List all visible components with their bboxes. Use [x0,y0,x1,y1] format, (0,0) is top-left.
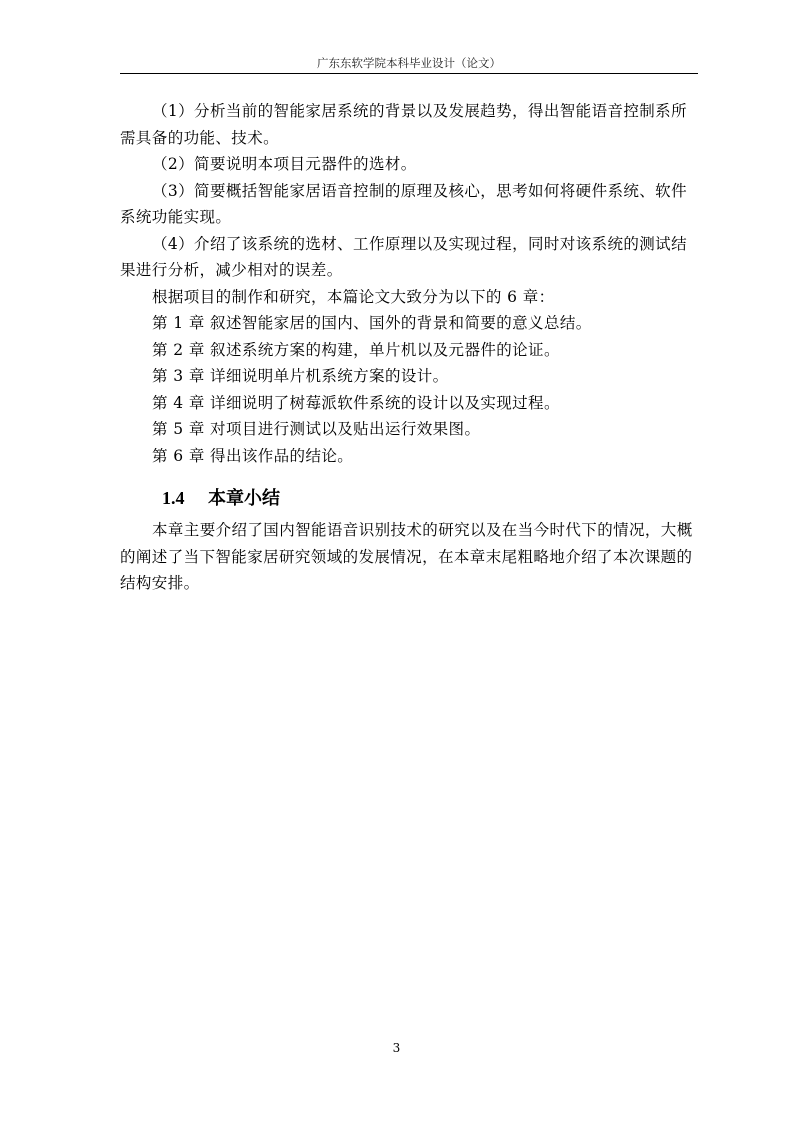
chapter-outline-3: 第 3 章 详细说明单片机系统方案的设计。 [152,367,449,385]
list-item-objective-1: （1）分析当前的智能家居系统的背景以及发展趋势，得出智能语音控制系所需具备的功能、技术。 [120,102,687,147]
page-number: 3 [392,1041,401,1055]
header-rule [120,73,698,74]
summary-paragraph: 本章主要介绍了国内智能语音识别技术的研究以及在当今时代下的情况，大概的阐述了当下智能家居研究领域的发展情况，在本章末尾粗略地介绍了本次课题的结构安排。 [120,521,693,592]
structure-intro-paragraph: 根据项目的制作和研究，本篇论文大致分为以下的 6 章： [152,287,555,306]
list-item-objective-2: （2）简要说明本项目元器件的选材。 [152,155,417,173]
list-item-objective-4: （4）介绍了该系统的选材、工作原理以及实现过程，同时对该系统的测试结果进行分析，减少相对的误差。 [120,234,687,279]
chapter-outline-5: 第 5 章 对项目进行测试以及贴出运行效果图。 [152,420,481,438]
chapter-outline-4: 第 4 章 详细说明了树莓派软件系统的设计以及实现过程。 [152,393,560,412]
section-title: 本章小结 [208,488,280,509]
chapter-outline-6: 第 6 章 得出该作品的结论。 [152,446,354,465]
list-item-objective-3: （3）简要概括智能家居语音控制的原理及核心，思考如何将硬件系统、软件系统功能实现。 [120,181,687,226]
page-body [120,98,698,597]
section-number: 1.4 [162,488,185,508]
chapter-outline-2: 第 2 章 叙述系统方案的构建，单片机以及元器件的论证。 [152,340,560,359]
section-heading [120,484,698,513]
chapter-outline-1: 第 1 章 叙述智能家居的国内、国外的背景和简要的意义总结。 [152,314,592,332]
running-header: 广东东软学院本科毕业设计（论文） [317,56,501,70]
